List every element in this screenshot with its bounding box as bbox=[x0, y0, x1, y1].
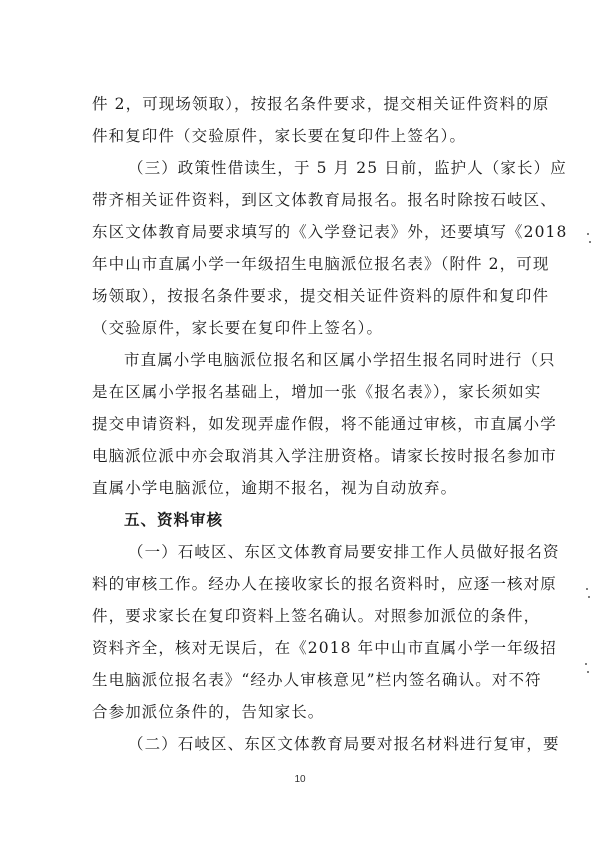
text-line: 件和复印件（交验原件，家长要在复印件上签名）。 bbox=[92, 127, 467, 145]
text-line: 电脑派位派中亦会取消其入学注册资格。请家长按时报名参加市 bbox=[92, 447, 557, 465]
paragraph-start-line: 市直属小学电脑派位报名和区属小学招生报名同时进行（只 bbox=[124, 351, 556, 369]
text-line: 资料齐全，核对无误后，在《2018 年中山市直属小学一年级招 bbox=[92, 639, 557, 657]
scan-mark bbox=[589, 241, 591, 243]
text-line: 件，要求家长在复印资料上签名确认。对照参加派位的条件， bbox=[92, 607, 541, 625]
scan-mark bbox=[587, 233, 589, 235]
paragraph-start-line: （二）石岐区、东区文体教育局要对报名材料进行复审，要 bbox=[128, 735, 560, 753]
scan-mark bbox=[587, 671, 589, 673]
section-heading: 五、资料审核 bbox=[124, 511, 224, 529]
text-line: 提交申请资料，如发现弄虚作假，将不能通过审核，市直属小学 bbox=[92, 415, 557, 433]
text-line: 料的审核工作。经办人在接收家长的报名资料时，应逐一核对原 bbox=[92, 575, 557, 593]
text-line: 场领取），按报名条件要求，提交相关证件资料的原件和复印件 bbox=[92, 287, 550, 305]
text-line: 生电脑派位报名表》“经办人审核意见”栏内签名确认。对不符 bbox=[92, 671, 542, 689]
scan-mark bbox=[588, 596, 590, 598]
scan-mark bbox=[586, 588, 588, 590]
text-line: （交验原件，家长要在复印件上签名）。 bbox=[92, 319, 384, 337]
text-line: 是在区属小学报名基础上，增加一张《报名表》），家长须如实 bbox=[92, 383, 542, 401]
text-line: 带齐相关证件资料，到区文体教育局报名。报名时除按石岐区、 bbox=[92, 191, 557, 209]
paragraph-start-line: （一）石岐区、东区文体教育局要安排工作人员做好报名资 bbox=[128, 543, 560, 561]
text-line: 直属小学电脑派位，逾期不报名，视为自动放弃。 bbox=[92, 479, 458, 497]
text-line: 东区文体教育局要求填写的《入学登记表》外，还要填写《2018 bbox=[92, 223, 568, 241]
page-number: 10 bbox=[294, 774, 306, 785]
text-line: 年中山市直属小学一年级招生电脑派位报名表》（附件 2，可现 bbox=[92, 255, 550, 273]
scan-mark bbox=[585, 663, 587, 665]
text-line: 合参加派位条件的，告知家长。 bbox=[92, 703, 325, 721]
text-line: 件 2，可现场领取），按报名条件要求，提交相关证件资料的原 bbox=[92, 95, 550, 113]
paragraph-start-line: （三）政策性借读生，于 5 月 25 日前，监护人（家长）应 bbox=[128, 159, 567, 177]
